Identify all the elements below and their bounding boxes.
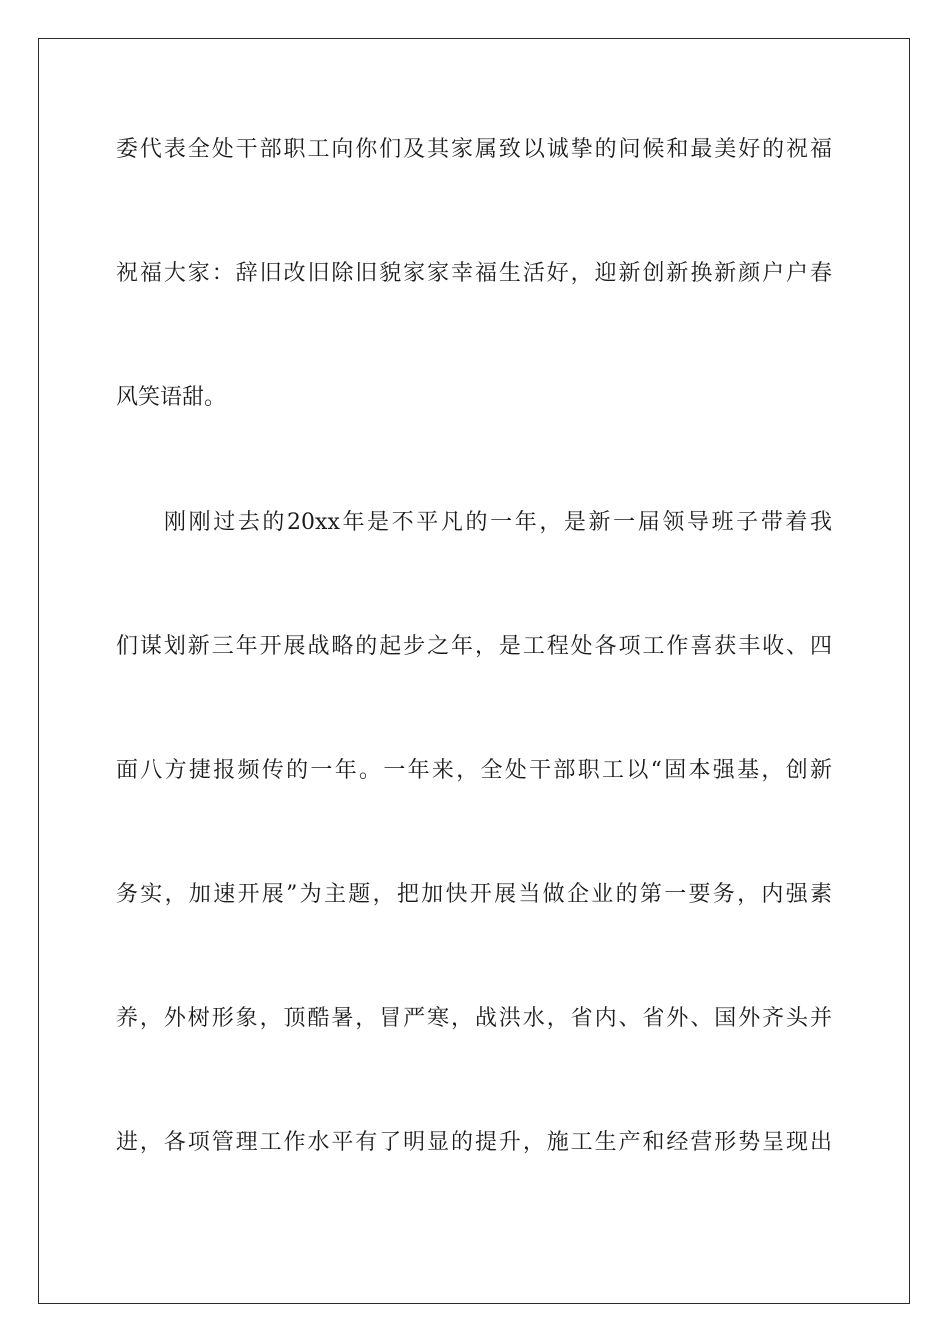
paragraph-2-line-3: 面八方捷报频传的一年。一年来，全处干部职工以“固本强基，创新 [116, 758, 832, 783]
page-border [38, 38, 910, 1304]
text-line-2: 祝福大家：辞旧改旧除旧貌家家幸福生活好，迎新创新换新颜户户春 [116, 261, 832, 286]
paragraph-2-line-2: 们谋划新三年开展战略的起步之年，是工程处各项工作喜获丰收、四 [116, 634, 832, 659]
paragraph-2-line-1: 刚刚过去的20xx年是不平凡的一年，是新一届领导班子带着我 [164, 510, 832, 535]
paragraph-2-line-6: 进，各项管理工作水平有了明显的提升，施工生产和经营形势呈现出 [116, 1130, 832, 1155]
text-line-3: 风笑语甜。 [116, 385, 227, 410]
paragraph-2-line-5: 养，外树形象，顶酷暑，冒严寒，战洪水，省内、省外、国外齐头并 [116, 1006, 832, 1031]
paragraph-2-line-4: 务实，加速开展”为主题，把加快开展当做企业的第一要务，内强素 [116, 882, 832, 907]
text-line-1: 委代表全处干部职工向你们及其家属致以诚挚的问候和最美好的祝福 [116, 137, 832, 162]
